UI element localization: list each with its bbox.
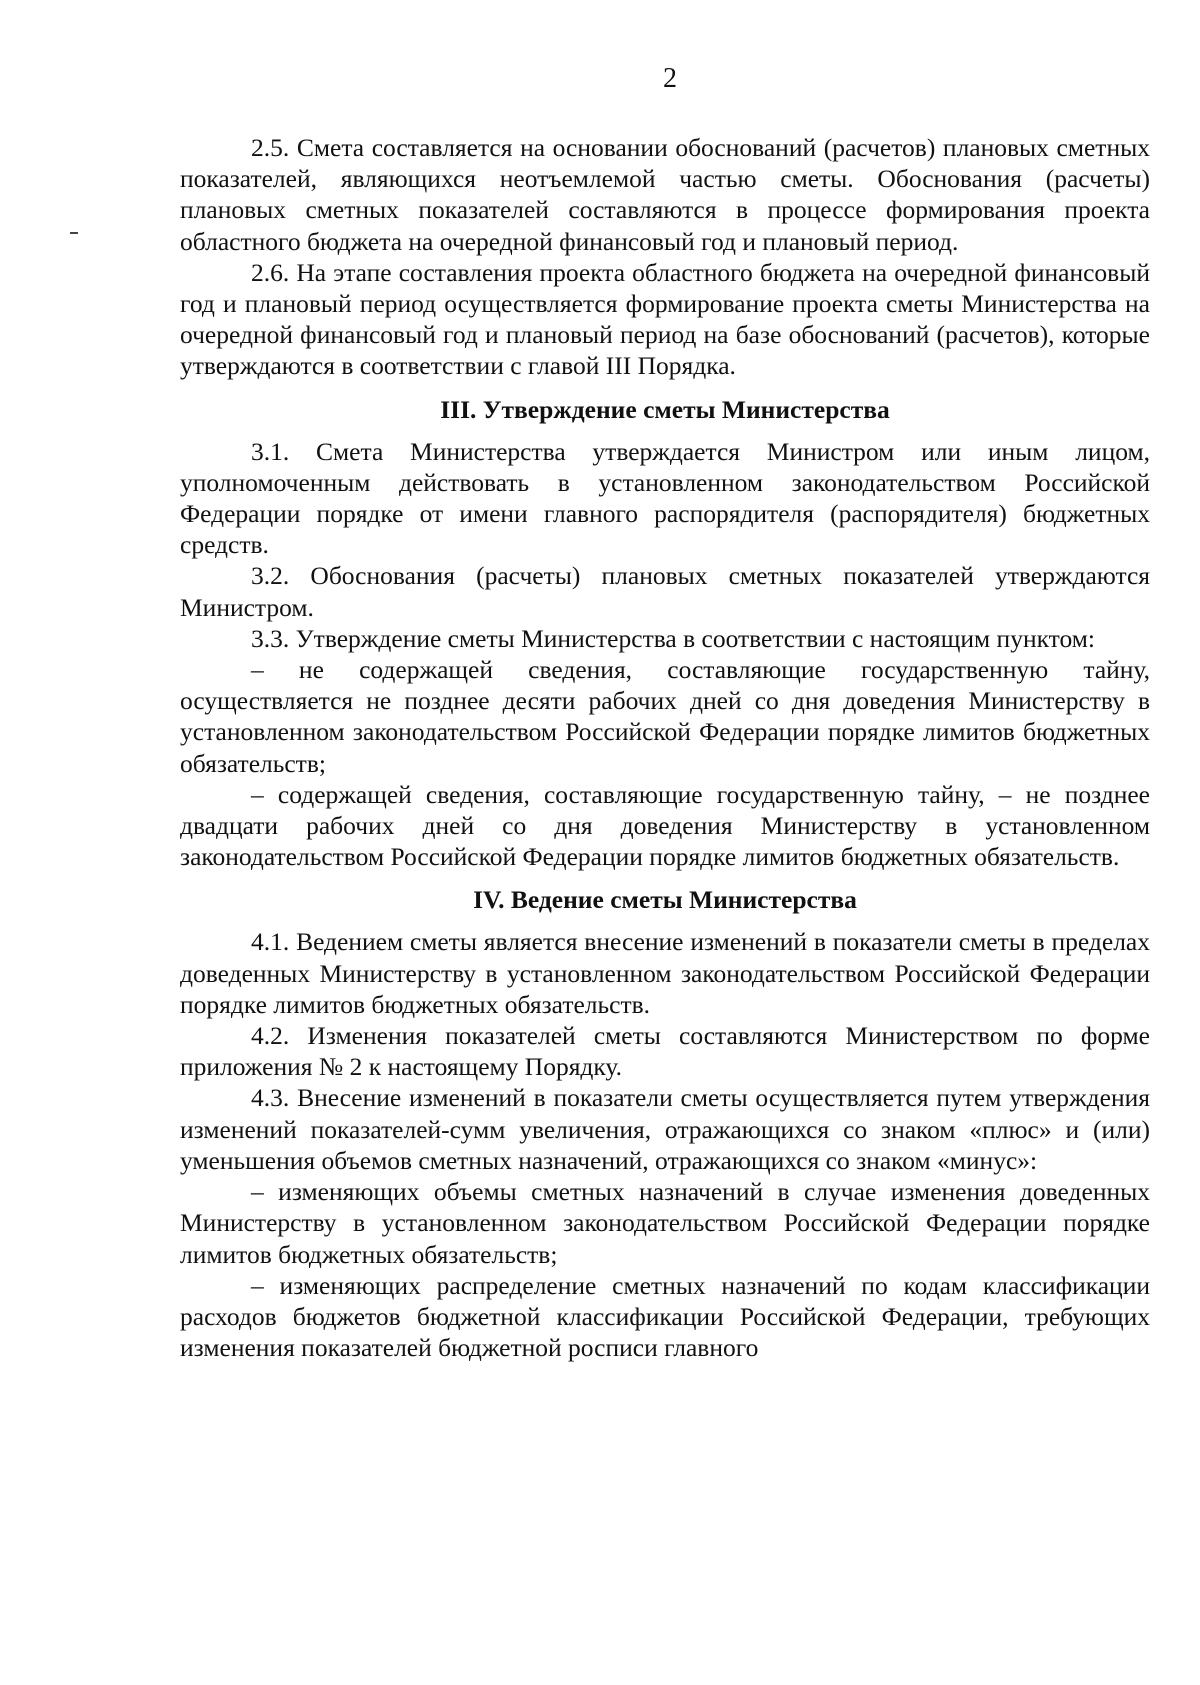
document-page xyxy=(180,62,1150,1363)
paragraph-4-2: 4.2. Изменения показателей сметы составляются Министерством по форме приложения № 2 к настоящему Порядку. xyxy=(180,1021,1150,1082)
paragraph-3-2: 3.2. Обоснования (расчеты) плановых сметных показателей утверждаются Министром. xyxy=(180,561,1150,622)
list-item-3-3-a: – не содержащей сведения, составляющие государственную тайну, осуществляется не позднее десяти рабочих дней со дня доведения Министерству в установленном законодательством Российской Федерации порядке лимитов бюджетных обязательств; xyxy=(180,655,1150,778)
section-4-heading: IV. Ведение сметы Министерства xyxy=(473,885,857,915)
paragraph-3-1: 3.1. Смета Министерства утверждается Министром или иным лицом, уполномоченным действовать в установленном законодательством Российской Федерации порядке от имени главного распорядителя (распорядителя) бюджетных средств. xyxy=(180,436,1150,560)
list-item-4-3-b: – изменяющих распределение сметных назначений по кодам классификации расходов бюджетов бюджетной классификации Российской Федерации, требующих изменения показателей бюджетной росписи главного xyxy=(180,1270,1150,1363)
list-item-3-3-b: – содержащей сведения, составляющие государственную тайну, – не позднее двадцати рабочих дней со дня доведения Министерству в установленном законодательством Российской Федерации порядке лимитов бюджетных обязательств. xyxy=(180,779,1150,872)
paragraph-4-1: 4.1. Ведением сметы является внесение изменений в показатели сметы в пределах доведенных Министерству в установленном законодательством Российской Федерации порядке лимитов бюджетных обязательств. xyxy=(180,927,1150,1019)
page-number: 2 xyxy=(663,63,677,94)
scan-artifact-mark xyxy=(70,232,78,234)
paragraph-2-6: 2.6. На этапе составления проекта областного бюджета на очередной финансовый год и плановый период осуществляется формирование проекта сметы Министерства на очередной финансовый год и плановый период на базе обоснований (расчетов), которые утверждаются в соответствии с главой III Порядка. xyxy=(180,257,1150,381)
section-3-heading: III. Утверждение сметы Министерства xyxy=(440,394,890,424)
paragraph-4-3: 4.3. Внесение изменений в показатели сметы осуществляется путем утверждения изменений показателей-сумм увеличения, отражающихся со знаком «плюс» и (или) уменьшения объемов сметных назначений, отражающихся со знаком «минус»: xyxy=(180,1083,1150,1175)
paragraph-3-3: 3.3. Утверждение сметы Министерства в соответствии с настоящим пунктом: xyxy=(251,623,1095,653)
list-item-4-3-a: – изменяющих объемы сметных назначений в случае изменения доведенных Министерству в установленном законодательством Российской Федерации порядке лимитов бюджетных обязательств; xyxy=(180,1177,1150,1269)
paragraph-2-5: 2.5. Смета составляется на основании обоснований (расчетов) плановых сметных показателей, являющихся неотъемлемой частью сметы. Обоснования (расчеты) плановых сметных показателей составляются в процессе формирования проекта областного бюджета на очередной финансовый год и плановый период. xyxy=(180,133,1150,256)
